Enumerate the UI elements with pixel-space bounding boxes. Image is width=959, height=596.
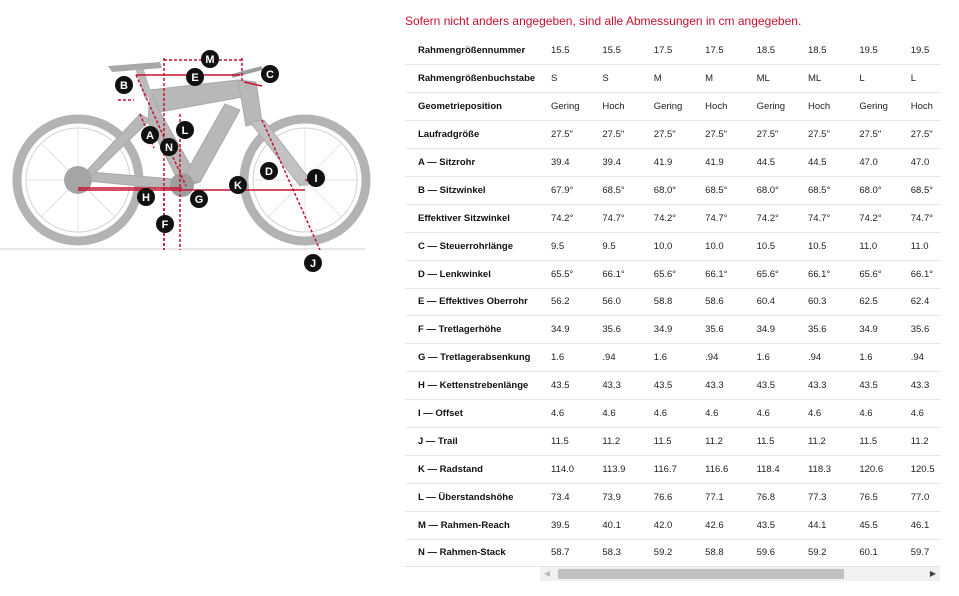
table-cell: 4.6 xyxy=(854,400,905,428)
row-label: L — Überstandshöhe xyxy=(405,483,546,511)
table-cell: 27.5" xyxy=(803,121,854,149)
table-cell: 68.5° xyxy=(906,176,940,204)
scrollbar-thumb[interactable] xyxy=(558,569,844,579)
table-cell: 11.5 xyxy=(546,427,597,455)
table-cell: 74.2° xyxy=(546,204,597,232)
table-cell: 4.6 xyxy=(803,400,854,428)
table-cell: 42.0 xyxy=(649,511,700,539)
table-cell: 18.5 xyxy=(803,37,854,65)
table-cell: 27.5" xyxy=(649,121,700,149)
table-cell: 66.1° xyxy=(597,260,648,288)
table-cell: 58.6 xyxy=(700,288,751,316)
table-row xyxy=(405,511,940,539)
table-cell: 39.4 xyxy=(597,149,648,177)
table-cell: 43.3 xyxy=(597,372,648,400)
table-row xyxy=(405,149,940,177)
table-cell: 10.5 xyxy=(803,232,854,260)
table-cell: 66.1° xyxy=(700,260,751,288)
table-cell: 4.6 xyxy=(752,400,803,428)
table-cell: 27.5" xyxy=(854,121,905,149)
table-cell: 41.9 xyxy=(700,149,751,177)
table-row xyxy=(405,121,940,149)
table-cell: Gering xyxy=(649,93,700,121)
table-cell: 59.6 xyxy=(752,539,803,567)
table-cell: 43.3 xyxy=(906,372,940,400)
table-cell: 27.5" xyxy=(906,121,940,149)
table-cell: 1.6 xyxy=(854,344,905,372)
table-cell: 44.5 xyxy=(803,149,854,177)
table-cell: 10.5 xyxy=(752,232,803,260)
svg-text:E: E xyxy=(191,72,199,84)
table-cell: 45.5 xyxy=(854,511,905,539)
svg-text:M: M xyxy=(205,54,215,66)
row-label: I — Offset xyxy=(405,400,546,428)
table-cell: L xyxy=(854,65,905,93)
table-cell: 65.5° xyxy=(546,260,597,288)
svg-text:F: F xyxy=(161,219,169,231)
table-row xyxy=(405,93,940,121)
table-row xyxy=(405,65,940,93)
table-cell: 1.6 xyxy=(752,344,803,372)
row-label: C — Steuerrohrlänge xyxy=(405,232,546,260)
table-cell: 60.3 xyxy=(803,288,854,316)
table-cell: 116.7 xyxy=(649,455,700,483)
table-cell: 66.1° xyxy=(803,260,854,288)
row-label: J — Trail xyxy=(405,427,546,455)
badge-c xyxy=(261,65,279,83)
table-cell: 43.5 xyxy=(752,372,803,400)
table-cell: 118.3 xyxy=(803,455,854,483)
table-cell: 34.9 xyxy=(649,316,700,344)
row-label: G — Tretlagerabsenkung xyxy=(405,344,546,372)
badge-d xyxy=(260,162,278,180)
table-cell: 4.6 xyxy=(546,400,597,428)
svg-text:G: G xyxy=(194,194,204,206)
table-cell: 11.0 xyxy=(854,232,905,260)
svg-text:N: N xyxy=(165,142,173,154)
table-cell: 77.0 xyxy=(906,483,940,511)
table-cell: 56.2 xyxy=(546,288,597,316)
row-label: Effektiver Sitzwinkel xyxy=(405,204,546,232)
table-cell: L xyxy=(906,65,940,93)
table-cell: 11.2 xyxy=(700,427,751,455)
table-cell: 34.9 xyxy=(752,316,803,344)
table-cell: 114.0 xyxy=(546,455,597,483)
row-label: F — Tretlagerhöhe xyxy=(405,316,546,344)
row-label: Rahmengrößenbuchstabe xyxy=(405,65,546,93)
svg-text:I: I xyxy=(314,173,318,185)
table-cell: 9.5 xyxy=(546,232,597,260)
table-cell: .94 xyxy=(906,344,940,372)
table-cell: 74.7° xyxy=(700,204,751,232)
table-cell: 35.6 xyxy=(597,316,648,344)
table-cell: 43.5 xyxy=(649,372,700,400)
table-cell: 4.6 xyxy=(700,400,751,428)
table-cell: M xyxy=(700,65,751,93)
table-cell: ML xyxy=(752,65,803,93)
table-cell: 27.5" xyxy=(700,121,751,149)
table-cell: 43.3 xyxy=(700,372,751,400)
geometry-diagram xyxy=(0,30,380,280)
table-cell: 4.6 xyxy=(649,400,700,428)
table-cell: 47.0 xyxy=(854,149,905,177)
units-note: Sofern nicht anders angegeben, sind alle Abmessungen in cm angegeben. xyxy=(405,14,802,28)
table-cell: 113.9 xyxy=(597,455,648,483)
table-cell: 67.9° xyxy=(546,176,597,204)
table-cell: 73.9 xyxy=(597,483,648,511)
badge-g xyxy=(190,190,208,208)
table-cell: 39.4 xyxy=(546,149,597,177)
svg-text:H: H xyxy=(142,192,150,204)
table-cell: 58.7 xyxy=(546,539,597,567)
table-row xyxy=(405,539,940,567)
table-cell: 11.5 xyxy=(752,427,803,455)
row-label: N — Rahmen-Stack xyxy=(405,539,546,567)
table-cell: Gering xyxy=(854,93,905,121)
table-cell: 27.5" xyxy=(752,121,803,149)
table-row xyxy=(405,372,940,400)
geometry-table-container[interactable] xyxy=(405,37,940,567)
table-cell: 59.2 xyxy=(803,539,854,567)
row-label: M — Rahmen-Reach xyxy=(405,511,546,539)
table-cell: 43.5 xyxy=(752,511,803,539)
table-row xyxy=(405,176,940,204)
table-cell: 120.5 xyxy=(906,455,940,483)
table-cell: 35.6 xyxy=(700,316,751,344)
table-cell: 1.6 xyxy=(649,344,700,372)
table-cell: 1.6 xyxy=(546,344,597,372)
table-row xyxy=(405,427,940,455)
table-cell: 74.7° xyxy=(597,204,648,232)
badge-a xyxy=(141,126,159,144)
table-cell: 77.1 xyxy=(700,483,751,511)
geometry-table xyxy=(405,37,940,567)
table-cell: 35.6 xyxy=(803,316,854,344)
table-cell: 15.5 xyxy=(597,37,648,65)
table-cell: 74.2° xyxy=(649,204,700,232)
table-cell: 47.0 xyxy=(906,149,940,177)
badge-f xyxy=(156,215,174,233)
table-cell: 11.2 xyxy=(597,427,648,455)
table-cell: 65.6° xyxy=(649,260,700,288)
table-row xyxy=(405,455,940,483)
table-cell: 34.9 xyxy=(546,316,597,344)
table-cell: 41.9 xyxy=(649,149,700,177)
table-cell: 44.5 xyxy=(752,149,803,177)
table-cell: 10.0 xyxy=(700,232,751,260)
table-row xyxy=(405,483,940,511)
badge-j xyxy=(304,254,322,272)
badge-n xyxy=(160,138,178,156)
table-cell: 27.5" xyxy=(546,121,597,149)
table-cell: 10.0 xyxy=(649,232,700,260)
table-cell: Hoch xyxy=(803,93,854,121)
table-cell: Hoch xyxy=(700,93,751,121)
table-cell: 66.1° xyxy=(906,260,940,288)
table-cell: 4.6 xyxy=(597,400,648,428)
svg-text:C: C xyxy=(266,69,274,81)
svg-text:J: J xyxy=(309,258,317,270)
table-cell: 60.1 xyxy=(854,539,905,567)
row-label: D — Lenkwinkel xyxy=(405,260,546,288)
table-cell: 76.6 xyxy=(649,483,700,511)
table-cell: 68.0° xyxy=(854,176,905,204)
table-cell: 59.7 xyxy=(906,539,940,567)
table-cell: 118.4 xyxy=(752,455,803,483)
table-cell: 68.5° xyxy=(803,176,854,204)
table-cell: S xyxy=(546,65,597,93)
row-label: H — Kettenstrebenlänge xyxy=(405,372,546,400)
table-cell: 68.5° xyxy=(597,176,648,204)
table-cell: 74.2° xyxy=(752,204,803,232)
table-cell: .94 xyxy=(597,344,648,372)
table-cell: 11.2 xyxy=(803,427,854,455)
table-cell: 11.0 xyxy=(906,232,940,260)
table-cell: 27.5" xyxy=(597,121,648,149)
table-row xyxy=(405,316,940,344)
table-cell: 74.7° xyxy=(803,204,854,232)
table-cell: 4.6 xyxy=(906,400,940,428)
table-cell: 74.2° xyxy=(854,204,905,232)
row-label: A — Sitzrohr xyxy=(405,149,546,177)
row-label: Laufradgröße xyxy=(405,121,546,149)
table-cell: S xyxy=(597,65,648,93)
table-row xyxy=(405,232,940,260)
svg-text:D: D xyxy=(265,166,273,178)
table-row xyxy=(405,288,940,316)
table-cell: 120.6 xyxy=(854,455,905,483)
table-row xyxy=(405,37,940,65)
table-cell: Hoch xyxy=(906,93,940,121)
table-cell: 58.3 xyxy=(597,539,648,567)
table-cell: 65.6° xyxy=(752,260,803,288)
table-cell: 62.5 xyxy=(854,288,905,316)
table-cell: 17.5 xyxy=(649,37,700,65)
table-cell: 43.3 xyxy=(803,372,854,400)
table-cell: 19.5 xyxy=(854,37,905,65)
table-row xyxy=(405,260,940,288)
badge-h xyxy=(137,188,155,206)
table-cell: 43.5 xyxy=(546,372,597,400)
table-cell: 34.9 xyxy=(854,316,905,344)
table-cell: 42.6 xyxy=(700,511,751,539)
table-cell: 73.4 xyxy=(546,483,597,511)
table-cell: 46.1 xyxy=(906,511,940,539)
table-cell: 68.0° xyxy=(752,176,803,204)
table-cell: 68.0° xyxy=(649,176,700,204)
table-row xyxy=(405,344,940,372)
row-label: E — Effektives Oberrohr xyxy=(405,288,546,316)
table-cell: 15.5 xyxy=(546,37,597,65)
svg-text:A: A xyxy=(146,130,154,142)
table-cell: ML xyxy=(803,65,854,93)
badge-i xyxy=(307,169,325,187)
badge-k xyxy=(229,176,247,194)
row-label: Rahmengrößennummer xyxy=(405,37,546,65)
table-cell: Gering xyxy=(546,93,597,121)
table-cell: 60.4 xyxy=(752,288,803,316)
svg-text:L: L xyxy=(181,125,189,137)
table-row xyxy=(405,400,940,428)
table-cell: 76.8 xyxy=(752,483,803,511)
table-cell: 116.6 xyxy=(700,455,751,483)
table-cell: 9.5 xyxy=(597,232,648,260)
badge-b xyxy=(115,76,133,94)
badge-l xyxy=(176,121,194,139)
table-cell: 58.8 xyxy=(649,288,700,316)
table-cell: M xyxy=(649,65,700,93)
table-cell: 56.0 xyxy=(597,288,648,316)
table-cell: 44.1 xyxy=(803,511,854,539)
table-cell: 77.3 xyxy=(803,483,854,511)
table-cell: 58.8 xyxy=(700,539,751,567)
horizontal-scrollbar[interactable] xyxy=(540,567,940,581)
svg-text:K: K xyxy=(234,180,242,192)
table-cell: 18.5 xyxy=(752,37,803,65)
table-cell: 40.1 xyxy=(597,511,648,539)
badge-m xyxy=(201,50,219,68)
table-cell: 11.2 xyxy=(906,427,940,455)
row-label: K — Radstand xyxy=(405,455,546,483)
table-cell: 35.6 xyxy=(906,316,940,344)
table-cell: 39.5 xyxy=(546,511,597,539)
geometry-table-body xyxy=(405,37,940,567)
table-cell: Gering xyxy=(752,93,803,121)
table-cell: 62.4 xyxy=(906,288,940,316)
table-cell: 59.2 xyxy=(649,539,700,567)
table-cell: Hoch xyxy=(597,93,648,121)
table-cell: 11.5 xyxy=(854,427,905,455)
svg-text:B: B xyxy=(120,80,128,92)
row-label: Geometrieposition xyxy=(405,93,546,121)
table-cell: 68.5° xyxy=(700,176,751,204)
table-cell: .94 xyxy=(803,344,854,372)
table-cell: 76.5 xyxy=(854,483,905,511)
bike-illustration xyxy=(0,62,366,249)
scroll-left-icon[interactable]: ◀ xyxy=(543,569,551,578)
table-cell: 19.5 xyxy=(906,37,940,65)
table-cell: 11.5 xyxy=(649,427,700,455)
table-cell: 74.7° xyxy=(906,204,940,232)
table-cell: 43.5 xyxy=(854,372,905,400)
table-cell: .94 xyxy=(700,344,751,372)
table-cell: 65.6° xyxy=(854,260,905,288)
row-label: B — Sitzwinkel xyxy=(405,176,546,204)
table-row xyxy=(405,204,940,232)
badge-e xyxy=(186,68,204,86)
table-cell: 17.5 xyxy=(700,37,751,65)
scroll-right-icon[interactable]: ▶ xyxy=(929,569,937,578)
